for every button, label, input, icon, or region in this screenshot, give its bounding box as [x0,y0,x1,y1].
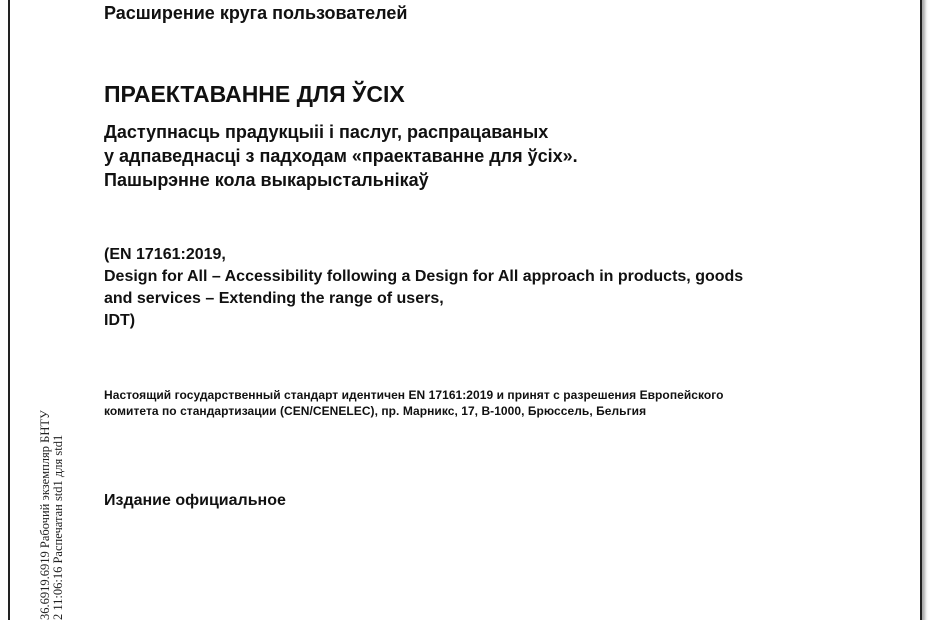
adoption-note [104,387,849,419]
belarusian-subtitle [104,120,578,192]
subtitle-line: у адпаведнасці з падходам «праектаванне для ўсіх». [104,146,578,166]
margin-stamp-line-1: 36.6919.6919 Рабочий экземпляр БНТУ [38,410,52,620]
margin-stamp-line-2: 2 11:06:16 Распечатан std1 для std1 [51,434,65,620]
margin-stamp [38,330,72,620]
english-reference-line: Design for All – Accessibility following a Design for All approach in products, goods [104,268,744,285]
english-reference-line: (EN 17161:2019, [104,246,226,263]
subtitle-line: Пашырэнне кола выкарыстальнікаў [104,170,429,190]
english-reference [104,244,743,332]
belarusian-title: ПРАЕКТАВАННЕ ДЛЯ ЎСІХ [104,81,405,107]
adoption-note-line: Настоящий государственный стандарт идентичен EN 17161:2019 и принят с разрешения Европейского [104,388,724,402]
russian-subtitle-line: Расширение круга пользователей [104,3,408,23]
edition-label: Издание официальное [104,492,286,509]
adoption-note-line: комитета по стандартизации (CEN/CENELEC), пр. Марникс, 17, B-1000, Брюссель, Бельгия [104,404,647,418]
subtitle-line: Даступнасць прадукцыіі і паслуг, распрацаваных [104,122,549,142]
english-reference-line: IDT) [104,312,136,329]
english-reference-line: and services – Extending the range of users, [104,290,444,307]
